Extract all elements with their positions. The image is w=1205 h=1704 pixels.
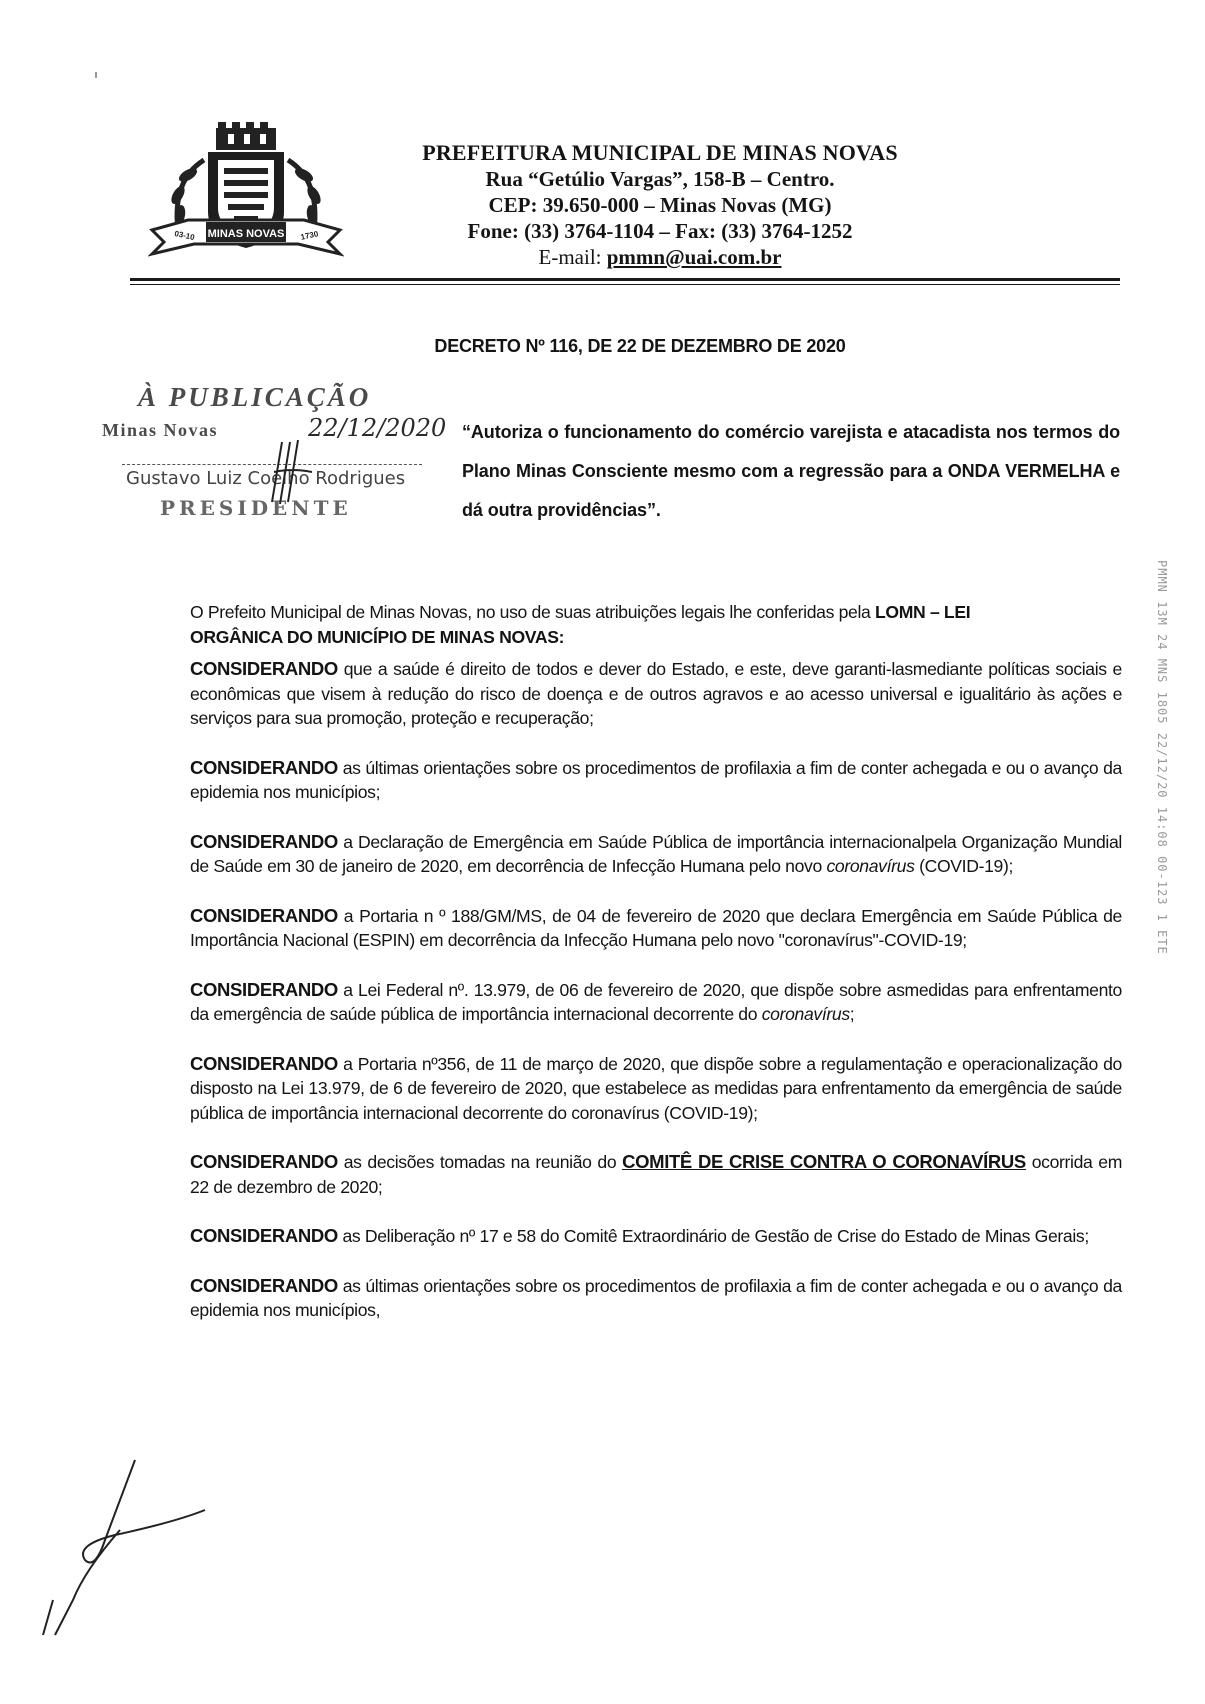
decree-body bbox=[190, 600, 1122, 1348]
header-rule-thick bbox=[130, 278, 1120, 281]
stamp-handwritten-signature bbox=[252, 422, 342, 512]
letterhead-phone: Fone: (33) 3764-1104 – Fax: (33) 3764-1252 bbox=[467, 219, 853, 243]
considerando-text: a Declaração de Emergência em Saúde Pública de importância internacionalpela Organização Mundial de Saúde em 30 de janeiro de 2020, em decorrência de Infecção Humana pelo novo bbox=[190, 831, 1122, 876]
header-rule-thin bbox=[130, 284, 1120, 285]
considerando-lead: CONSIDERANDO bbox=[190, 658, 338, 679]
considerando-lead: CONSIDERANDO bbox=[190, 830, 338, 852]
intro-law-name-a: LOMN – LEI bbox=[875, 602, 971, 622]
considerando-9 bbox=[190, 1274, 1122, 1323]
considerando-text: as decisões tomadas na reunião do bbox=[343, 1152, 623, 1172]
considerando-lead: CONSIDERANDO bbox=[190, 904, 338, 926]
considerando-6 bbox=[190, 1052, 1122, 1126]
considerando-text-end: (COVID-19); bbox=[914, 856, 1014, 876]
letterhead-email-row bbox=[360, 244, 960, 270]
email-link[interactable]: pmmn@uai.com.br bbox=[606, 245, 782, 269]
considerando-8 bbox=[190, 1224, 1122, 1249]
considerando-lead: CONSIDERANDO bbox=[190, 1052, 338, 1074]
crisis-committee-name: COMITÊ DE CRISE CONTRA O CORONAVÍRUS bbox=[622, 1151, 1026, 1172]
considerando-text: as últimas orientações sobre os procedimentos de profilaxia a fim de conter achegada e ou o avanço da epidemia nos municípios; bbox=[190, 757, 1122, 802]
decree-title: DECRETO Nº 116, DE 22 DE DEZEMBRO DE 2020 bbox=[434, 336, 846, 356]
considerando-lead: CONSIDERANDO bbox=[190, 978, 338, 1000]
considerando-text: as últimas orientações sobre os procedimentos de profilaxia a fim de conter achegada e ou o avanço da epidemia nos municípios, bbox=[190, 1275, 1122, 1320]
considerando-4 bbox=[190, 904, 1122, 953]
intro-paragraph bbox=[190, 600, 1122, 649]
svg-text:1730: 1730 bbox=[299, 229, 320, 242]
svg-text:03-10: 03-10 bbox=[173, 229, 196, 243]
considerando-lead: CONSIDERANDO bbox=[190, 1151, 338, 1172]
considerando-text: que a saúde é direito de todos e dever do Estado, e este, deve garanti-lasmediante políticas sociais e econômicas que visem à redução do risco de doença e de outros agravos e ao acesso universal e igualitário às ações e serviços para sua promoção, proteção e recuperação; bbox=[190, 659, 1122, 728]
considerando-3 bbox=[190, 830, 1122, 879]
considerando-lead: CONSIDERANDO bbox=[190, 756, 338, 778]
considerando-7 bbox=[190, 1150, 1122, 1199]
email-label: E-mail: bbox=[538, 245, 607, 269]
letterhead bbox=[360, 140, 960, 270]
intro-law-name-b: ORGÂNICA DO MUNICÍPIO DE MINAS NOVAS: bbox=[190, 626, 565, 647]
considerando-text: as Deliberação nº 17 e 58 do Comitê Extraordinário de Gestão de Crise do Estado de Minas Gerais; bbox=[342, 1226, 1089, 1246]
considerando-lead: CONSIDERANDO bbox=[190, 1225, 338, 1246]
considerando-2 bbox=[190, 756, 1122, 805]
considerando-lead: CONSIDERANDO bbox=[190, 1274, 338, 1296]
handwritten-initials-signature bbox=[25, 1450, 225, 1640]
considerando-text-end: ; bbox=[849, 1004, 855, 1024]
considerando-italic: coronavírus bbox=[826, 856, 915, 876]
publication-stamp bbox=[102, 382, 447, 520]
municipal-crest-logo bbox=[148, 120, 344, 270]
intro-text: O Prefeito Municipal de Minas Novas, no uso de suas atribuições legais lhe conferidas pela bbox=[190, 602, 876, 622]
letterhead-address: Rua “Getúlio Vargas”, 158-B – Centro. bbox=[485, 167, 835, 191]
scan-speck bbox=[95, 72, 97, 78]
considerando-text-end: ocorrida em 22 de dezembro de 2020; bbox=[190, 1152, 1122, 1197]
decree-ementa: “Autoriza o funcionamento do comércio varejista e atacadista nos termos do Plano Minas Consciente mesmo com a regressão para a ONDA VERMELHA e dá outra providências”. bbox=[462, 422, 1120, 520]
stamp-city: Minas Novas bbox=[102, 420, 219, 440]
letterhead-cep: CEP: 39.650-000 – Minas Novas (MG) bbox=[488, 193, 832, 217]
stamp-publication-label: À PUBLICAÇÃO bbox=[138, 382, 372, 412]
stamp-signer-name: Gustavo Luiz Coelho Rodrigues bbox=[126, 468, 406, 489]
considerando-5 bbox=[190, 978, 1122, 1027]
stamp-date: 22/12/2020 bbox=[308, 414, 447, 442]
considerando-text: a Portaria n º 188/GM/MS, de 04 de fevereiro de 2020 que declara Emergência em Saúde Pública de Importância Nacional (ESPIN) em decorrência da Infecção Humana pelo novo "coronavírus"-COVID-19; bbox=[190, 905, 1122, 950]
protocol-margin-stamp: PMMN 13M 24 MNS 1805 22/12/20 14:08 00-123 1 ETE bbox=[1155, 560, 1169, 955]
considerando-text: a Lei Federal nº. 13.979, de 06 de fevereiro de 2020, que dispõe sobre asmedidas para enfrentamento da emergência de saúde pública de importância internacional decorrente do bbox=[190, 979, 1122, 1024]
considerando-italic: coronavírus bbox=[761, 1004, 850, 1024]
stamp-signer-role: PRESIDENTE bbox=[160, 496, 352, 520]
considerando-text: a Portaria nº356, de 11 de março de 2020, que dispõe sobre a regulamentação e operacionalização do disposto na Lei 13.979, de 6 de fevereiro de 2020, que estabelece as medidas para enfrentamento da emergência de saúde pública de importância internacional decorrente do coronavírus (COVID-19); bbox=[190, 1053, 1122, 1123]
considerando-1 bbox=[190, 657, 1122, 731]
letterhead-title: PREFEITURA MUNICIPAL DE MINAS NOVAS bbox=[422, 140, 898, 165]
crest-ribbon-text: MINAS NOVAS bbox=[207, 228, 285, 240]
